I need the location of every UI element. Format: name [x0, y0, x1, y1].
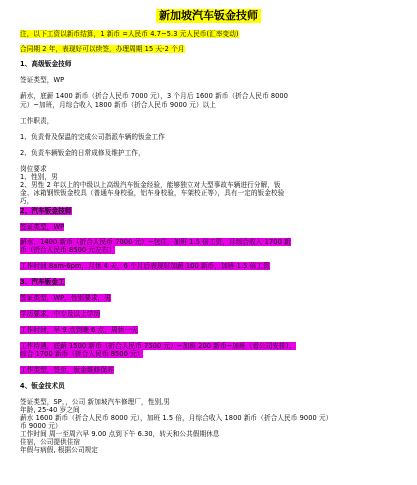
section3-education: 学历要求，中专及以上学历	[20, 310, 101, 318]
section3-pay-2: 综合 1700 新币（折合人民币 8500 元）	[20, 350, 144, 358]
section3-heading: 3、汽车钣金工	[20, 278, 65, 286]
section1-req-1: 1、性别，男	[20, 173, 58, 181]
rate-note: 注，以下工资以新币结算，1 新币 =人民币 4.7~5.3 元人民币(汇率变动)	[20, 30, 239, 38]
section4-line-6: 住宿，公司提供住宿	[20, 438, 81, 446]
section3-heading-line	[20, 278, 65, 287]
section3-pay2-line	[20, 350, 143, 359]
document-title: 新加坡汽车钣金技师	[156, 9, 261, 23]
section1-req-2b: 金、冰箱钢铁钣金校具（普通车身校验，铝车身校验，车架校正等），具有一定的钣金校验	[20, 189, 285, 197]
section1-visa: 签证类型，WP	[20, 76, 65, 84]
section2-salary: 薪水，1400 新币（折合人民币 7000 元）~包住，加班 1.5 倍工资，月综合收入 1700 新	[20, 238, 291, 246]
section4-heading: 4、钣金技术员	[20, 382, 65, 390]
section3-time-line	[20, 326, 138, 335]
section1-req-title: 岗位要求	[20, 165, 47, 173]
section2-salary2-line	[20, 246, 115, 255]
section4-line-4: 币 9000 元）	[20, 422, 62, 430]
section4-line-1: 签证类型，SP，，公司 新加坡汽车修理厂，性别,男	[20, 398, 171, 406]
section2-hours: 工作时间 8am-6pm，月休 4 天，6 个月后表现好加薪 100 新币，加班 1.5 倍工资	[20, 262, 270, 270]
section3-work-time: 工作时间，早 9 点到晚 6 点，周休一天	[20, 326, 138, 334]
section3-visa: 签证类型，WP，性别要求，男	[20, 294, 112, 302]
section2-hours-line	[20, 262, 270, 271]
section3-pay-1: 工作待遇，底薪 1500 新币（折合人民币 7500 元）~加班 200 新币~加班（看公司安排），	[20, 342, 296, 350]
section4-line-2: 年龄, 25-40 岁之间	[20, 406, 80, 414]
section3-edu-line	[20, 310, 100, 319]
section2-visa: 签证类型，WP	[20, 223, 65, 231]
section1-salary-1: 薪水，底薪 1400 新币（折合人民币 7000 元），3 个月后 1600 新币（折合人民币 8000	[20, 92, 289, 100]
contract-note: 合同期 2 年，表现好可以续签，办理周期 15 天-2 个月	[20, 45, 185, 53]
title-wrap	[0, 4, 417, 23]
section4-line-5: 工作时间 周一至周六早 9.00 点到下午 6.30，转天和公共假期休息	[20, 430, 220, 438]
section2-visa-line	[20, 223, 64, 232]
section3-work-type: 工作类型，签至，钣金维修保养	[20, 366, 114, 374]
section3-contract-line	[20, 366, 114, 375]
section1-duty-1: 1、负责骨及保温的完成公司指派车辆的钣金工作	[20, 133, 165, 141]
section1-salary-2: 元）~加班，月综合收入 1800 新币（折合人民币 9000 元）以上	[20, 101, 217, 109]
section4-line-7: 年假与病假, 根据公司规定	[20, 446, 99, 454]
contract-note-line	[20, 45, 185, 54]
section3-visa-line	[20, 294, 111, 303]
section2-heading: 2、汽车钣金技师	[20, 207, 72, 215]
section1-heading: 1、高级钣金技师	[20, 60, 72, 68]
section1-req-2a: 2、男性 2 年以上的中级以上高级汽车钣金经验，能够独立对大型事故车辆进行分解，钣	[20, 181, 281, 189]
section1-duty-title: 工作职责，	[20, 117, 54, 125]
section1-req-2c: 巧，	[20, 197, 34, 205]
section4-line-3: 薪水 1600 新币（折合人民币 8000 元），加班 1.5 倍，月综合收入 1800 新币（折合人民币 9000 元）	[20, 414, 333, 422]
section1-duty-2: 2、负责车辆钣金的日常成修及维护工作，	[20, 149, 145, 157]
section2-salary-2: 币（折合人民币 8500 元左右）	[20, 246, 116, 254]
section2-heading-line	[20, 207, 72, 216]
rate-note-line	[20, 30, 239, 39]
